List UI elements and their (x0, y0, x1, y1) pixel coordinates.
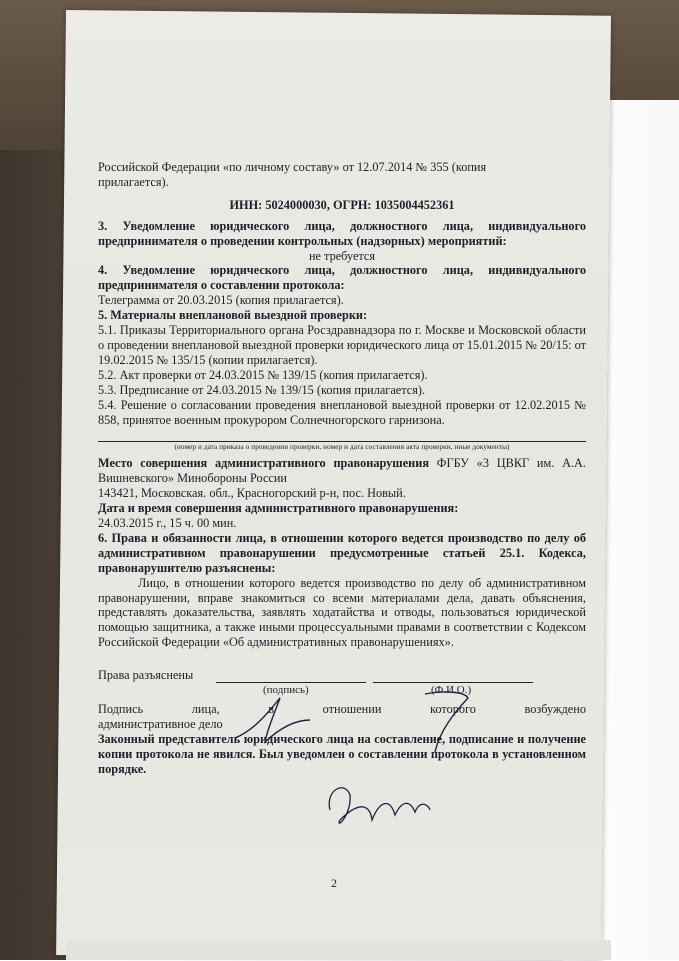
section-3-value: не требуется (308, 248, 376, 263)
handwritten-signature-1 (225, 690, 345, 750)
podpis-word-4: отношении (322, 702, 382, 717)
document-body (98, 160, 586, 777)
order-reference-tail: прилагается). (98, 174, 169, 189)
paper-bottom-edge (66, 940, 611, 960)
podpis-word-3: в (268, 702, 275, 717)
podpis-word-2: лица, (191, 702, 220, 717)
representative-statement: Законный представитель юридического лица на составление, подписание и получение копии протокола не явился. Был уведомлен о составлении протокола в установленном порядке. (98, 732, 586, 776)
section-5-2: 5.2. Акт проверки от 24.03.2015 № 139/15 (копия прилагается). (98, 367, 428, 382)
rights-label: Права разъяснены (98, 668, 194, 683)
fio-caption: (Ф.И.О.) (431, 684, 472, 697)
podpis-word-5: которого (430, 702, 476, 717)
section-4-value: Телеграмма от 20.03.2015 (копия прилагается). (98, 293, 344, 308)
datetime-value: 24.03.2015 г., 15 ч. 00 мин. (98, 516, 237, 531)
handwritten-signature-3 (310, 770, 450, 840)
place-block (98, 456, 586, 486)
section-3-title: 3. Уведомление юридического лица, должностного лица, индивидуального предпринимателя о проведении контрольных (надзорных) мероприятий: (98, 218, 586, 248)
inn-ogrn-line: ИНН: 5024000030, ОГРН: 1035004452361 (229, 197, 455, 212)
section-4-title: 4. Уведомление юридического лица, должностного лица, индивидуального предпринимателя о составлении протокола: (98, 263, 586, 293)
page-number: 2 (331, 876, 337, 890)
person-signature-tail: административное дело (98, 717, 223, 732)
handwritten-signature-2 (410, 686, 500, 756)
background-surface-right (600, 100, 679, 960)
section-5-4: 5.4. Решение о согласовании проведения внеплановой выездной проверки от 12.02.2015 № 858, принятое военным прокурором Солнечногорского гарнизона. (98, 397, 586, 427)
datetime-title: Дата и время совершения административного правонарушения: (98, 501, 459, 516)
order-reference-line: Российской Федерации «по личному составу» от 12.07.2014 № 355 (копия (98, 160, 487, 174)
section-6-text: Лицо, в отношении которого ведется производство по делу об административном правонарушении, вправе знакомиться со всеми материалами дела, давать объяснения, представлять доказательства, заявлять ходатайства и отводы, пользоваться юридической помощью защитника, а также иными процессуальными правами в соответствии с Кодексом Российской Федерации «Об административных правонарушениях». (98, 575, 586, 650)
place-org: ФГБУ «3 ЦВКГ им. А.А. Вишневского» Минобороны России (98, 456, 586, 486)
materials-caption: (номер и дата приказа о проведении проверки, номер и дата составления акта проверки, иные документы) (98, 441, 586, 452)
section-5-1: 5.1. Приказы Территориального органа Росздравнадзора по г. Москве и Московской области о проведении внеплановой выездной проверки юридического лица от 15.01.2015 № 20/15: от 19.02.2015 № 135/15 (копии прилагается). (98, 323, 586, 367)
section-5-title: 5. Материалы внеплановой выездной проверки: (98, 308, 368, 323)
podpis-word-6: возбуждено (524, 702, 586, 717)
podpis-word-1: Подпись (98, 702, 144, 717)
section-5-3: 5.3. Предписание от 24.03.2015 № 139/15 (копия прилагается). (98, 382, 426, 397)
place-address: 143421, Московская. обл., Красногорский р-н, пос. Новый. (98, 486, 406, 501)
signature-caption: (подпись) (263, 684, 309, 697)
place-title: Место совершения административного правонарушения (98, 456, 429, 471)
section-6-title: 6. Права и обязанности лица, в отношении которого ведется производство по делу об административном правонарушении предусмотренные статьей 25.1. Кодекса, правонарушителю разъяснены: (98, 530, 586, 575)
